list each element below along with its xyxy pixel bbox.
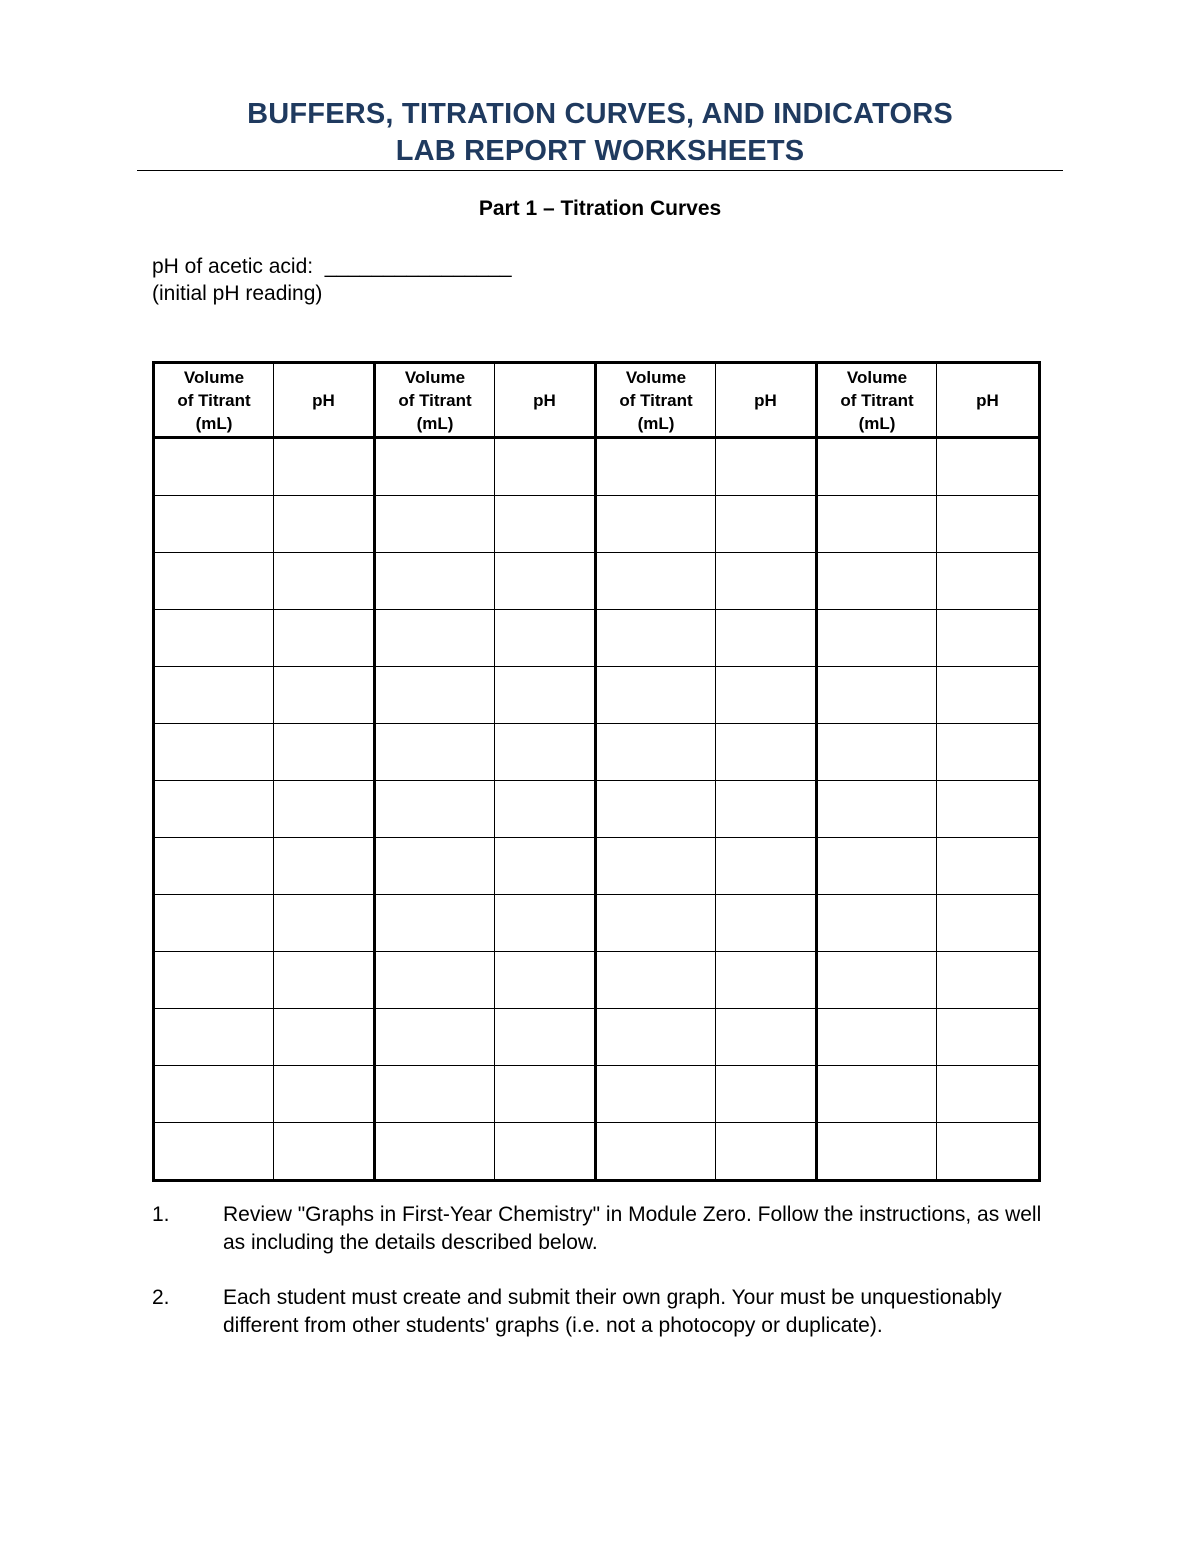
instruction-text: Review "Graphs in First-Year Chemistry" in Module Zero. Follow the instructions, as well as including the details described below. bbox=[223, 1203, 1042, 1254]
volume-cell[interactable] bbox=[154, 781, 274, 838]
volume-cell[interactable] bbox=[596, 1066, 716, 1123]
volume-cell[interactable] bbox=[817, 838, 937, 895]
header-unit: (mL) bbox=[858, 413, 896, 433]
header-unit: (mL) bbox=[195, 413, 233, 433]
ph-cell[interactable] bbox=[495, 667, 596, 724]
volume-cell[interactable] bbox=[817, 1066, 937, 1123]
ph-cell[interactable] bbox=[937, 1009, 1040, 1066]
ph-cell[interactable] bbox=[937, 724, 1040, 781]
volume-cell[interactable] bbox=[375, 610, 495, 667]
header-volume-of-titrant bbox=[596, 363, 716, 438]
ph-cell[interactable] bbox=[937, 553, 1040, 610]
ph-cell[interactable] bbox=[495, 496, 596, 553]
volume-cell[interactable] bbox=[596, 667, 716, 724]
ph-cell[interactable] bbox=[716, 781, 817, 838]
volume-cell[interactable] bbox=[817, 952, 937, 1009]
table-row bbox=[154, 496, 1040, 553]
ph-cell[interactable] bbox=[274, 438, 375, 496]
volume-cell[interactable] bbox=[375, 438, 495, 496]
ph-cell[interactable] bbox=[274, 667, 375, 724]
volume-cell[interactable] bbox=[375, 1009, 495, 1066]
ph-cell[interactable] bbox=[937, 895, 1040, 952]
table-row bbox=[154, 952, 1040, 1009]
ph-cell[interactable] bbox=[274, 838, 375, 895]
table-row bbox=[154, 610, 1040, 667]
volume-cell[interactable] bbox=[375, 553, 495, 610]
volume-cell[interactable] bbox=[154, 952, 274, 1009]
volume-cell[interactable] bbox=[596, 838, 716, 895]
volume-cell[interactable] bbox=[596, 438, 716, 496]
ph-cell[interactable] bbox=[716, 610, 817, 667]
volume-cell[interactable] bbox=[596, 895, 716, 952]
ph-cell[interactable] bbox=[716, 724, 817, 781]
volume-cell[interactable] bbox=[596, 724, 716, 781]
ph-cell[interactable] bbox=[274, 952, 375, 1009]
table-row bbox=[154, 895, 1040, 952]
volume-cell[interactable] bbox=[817, 438, 937, 496]
header-ph: pH bbox=[495, 363, 596, 438]
header-ph: pH bbox=[274, 363, 375, 438]
header-volume-of-titrant bbox=[817, 363, 937, 438]
table-row bbox=[154, 553, 1040, 610]
header-of-titrant-words: of Titrant bbox=[840, 390, 914, 410]
acetic-acid-ph-note: (initial pH reading) bbox=[152, 282, 323, 305]
header-volume-word: Volume bbox=[404, 367, 466, 387]
ph-cell[interactable] bbox=[716, 1066, 817, 1123]
table-row bbox=[154, 781, 1040, 838]
ph-cell[interactable] bbox=[495, 553, 596, 610]
ph-cell[interactable] bbox=[716, 553, 817, 610]
instruction-text: Each student must create and submit their own graph. Your must be unquestionably different from other students' graphs (i.e. not a photocopy or duplicate). bbox=[223, 1286, 1002, 1337]
volume-cell[interactable] bbox=[596, 553, 716, 610]
volume-cell[interactable] bbox=[817, 1123, 937, 1181]
volume-cell[interactable] bbox=[154, 838, 274, 895]
ph-cell[interactable] bbox=[937, 1066, 1040, 1123]
header-of-titrant-words: of Titrant bbox=[177, 390, 251, 410]
ph-cell[interactable] bbox=[274, 496, 375, 553]
volume-cell[interactable] bbox=[375, 838, 495, 895]
volume-cell[interactable] bbox=[596, 781, 716, 838]
ph-cell[interactable] bbox=[716, 1123, 817, 1181]
volume-cell[interactable] bbox=[154, 1009, 274, 1066]
document-title-line2: LAB REPORT WORKSHEETS bbox=[395, 135, 805, 167]
volume-cell[interactable] bbox=[817, 895, 937, 952]
ph-cell[interactable] bbox=[937, 496, 1040, 553]
volume-cell[interactable] bbox=[596, 1009, 716, 1066]
ph-cell[interactable] bbox=[716, 895, 817, 952]
volume-cell[interactable] bbox=[375, 724, 495, 781]
ph-cell[interactable] bbox=[495, 724, 596, 781]
ph-cell[interactable] bbox=[937, 952, 1040, 1009]
table-row bbox=[154, 724, 1040, 781]
header-volume-of-titrant bbox=[375, 363, 495, 438]
ph-cell[interactable] bbox=[937, 667, 1040, 724]
volume-cell[interactable] bbox=[375, 496, 495, 553]
header-ph: pH bbox=[716, 363, 817, 438]
instruction-number: 1. bbox=[152, 1203, 170, 1226]
ph-cell[interactable] bbox=[274, 724, 375, 781]
volume-cell[interactable] bbox=[375, 781, 495, 838]
ph-cell[interactable] bbox=[937, 838, 1040, 895]
volume-cell[interactable] bbox=[375, 1066, 495, 1123]
ph-cell[interactable] bbox=[274, 610, 375, 667]
instruction-number: 2. bbox=[152, 1286, 170, 1309]
volume-cell[interactable] bbox=[154, 667, 274, 724]
volume-cell[interactable] bbox=[817, 610, 937, 667]
volume-cell[interactable] bbox=[817, 724, 937, 781]
volume-cell[interactable] bbox=[817, 1009, 937, 1066]
table-row bbox=[154, 1009, 1040, 1066]
ph-cell[interactable] bbox=[716, 496, 817, 553]
volume-cell[interactable] bbox=[154, 496, 274, 553]
volume-cell[interactable] bbox=[154, 438, 274, 496]
ph-cell[interactable] bbox=[495, 952, 596, 1009]
titration-data-table bbox=[152, 361, 1041, 1182]
volume-cell[interactable] bbox=[817, 781, 937, 838]
volume-cell[interactable] bbox=[817, 496, 937, 553]
acetic-acid-ph-field[interactable]: pH of acetic acid: ________________ bbox=[152, 255, 512, 278]
table-row bbox=[154, 1066, 1040, 1123]
title-divider bbox=[137, 170, 1063, 171]
volume-cell[interactable] bbox=[154, 1066, 274, 1123]
volume-cell[interactable] bbox=[596, 496, 716, 553]
volume-cell[interactable] bbox=[817, 553, 937, 610]
ph-cell[interactable] bbox=[937, 781, 1040, 838]
ph-cell[interactable] bbox=[274, 1066, 375, 1123]
ph-cell[interactable] bbox=[937, 1123, 1040, 1181]
header-volume-word: Volume bbox=[625, 367, 687, 387]
ph-cell[interactable] bbox=[716, 667, 817, 724]
volume-cell[interactable] bbox=[596, 610, 716, 667]
ph-cell[interactable] bbox=[495, 1123, 596, 1181]
table-row bbox=[154, 438, 1040, 496]
ph-cell[interactable] bbox=[274, 1009, 375, 1066]
ph-cell[interactable] bbox=[495, 1009, 596, 1066]
document-title-line1: BUFFERS, TITRATION CURVES, AND INDICATORS bbox=[247, 98, 953, 130]
ph-cell[interactable] bbox=[274, 895, 375, 952]
table-row bbox=[154, 1123, 1040, 1181]
ph-cell[interactable] bbox=[716, 1009, 817, 1066]
ph-cell[interactable] bbox=[716, 838, 817, 895]
header-unit: (mL) bbox=[637, 413, 675, 433]
ph-cell[interactable] bbox=[495, 610, 596, 667]
volume-cell[interactable] bbox=[375, 895, 495, 952]
volume-cell[interactable] bbox=[154, 553, 274, 610]
ph-cell[interactable] bbox=[716, 438, 817, 496]
ph-cell[interactable] bbox=[495, 1066, 596, 1123]
ph-cell[interactable] bbox=[937, 610, 1040, 667]
volume-cell[interactable] bbox=[154, 895, 274, 952]
ph-cell[interactable] bbox=[274, 1123, 375, 1181]
volume-cell[interactable] bbox=[596, 1123, 716, 1181]
volume-cell[interactable] bbox=[154, 1123, 274, 1181]
table-row bbox=[154, 838, 1040, 895]
table-row bbox=[154, 667, 1040, 724]
section-title: Part 1 – Titration Curves bbox=[478, 197, 722, 220]
volume-cell[interactable] bbox=[154, 724, 274, 781]
table-body bbox=[154, 438, 1040, 1181]
header-volume-word: Volume bbox=[846, 367, 908, 387]
volume-cell[interactable] bbox=[596, 952, 716, 1009]
ph-cell[interactable] bbox=[495, 438, 596, 496]
volume-cell[interactable] bbox=[817, 667, 937, 724]
header-of-titrant-words: of Titrant bbox=[619, 390, 693, 410]
ph-cell[interactable] bbox=[274, 553, 375, 610]
ph-cell[interactable] bbox=[716, 952, 817, 1009]
ph-cell[interactable] bbox=[495, 781, 596, 838]
ph-cell[interactable] bbox=[495, 838, 596, 895]
volume-cell[interactable] bbox=[375, 952, 495, 1009]
ph-cell[interactable] bbox=[937, 438, 1040, 496]
volume-cell[interactable] bbox=[154, 610, 274, 667]
header-of-titrant-words: of Titrant bbox=[398, 390, 472, 410]
header-ph: pH bbox=[937, 363, 1040, 438]
table-header-row bbox=[154, 363, 1040, 438]
volume-cell[interactable] bbox=[375, 667, 495, 724]
header-volume-of-titrant bbox=[154, 363, 274, 438]
volume-cell[interactable] bbox=[375, 1123, 495, 1181]
header-unit: (mL) bbox=[416, 413, 454, 433]
header-volume-word: Volume bbox=[183, 367, 245, 387]
ph-cell[interactable] bbox=[495, 895, 596, 952]
ph-cell[interactable] bbox=[274, 781, 375, 838]
